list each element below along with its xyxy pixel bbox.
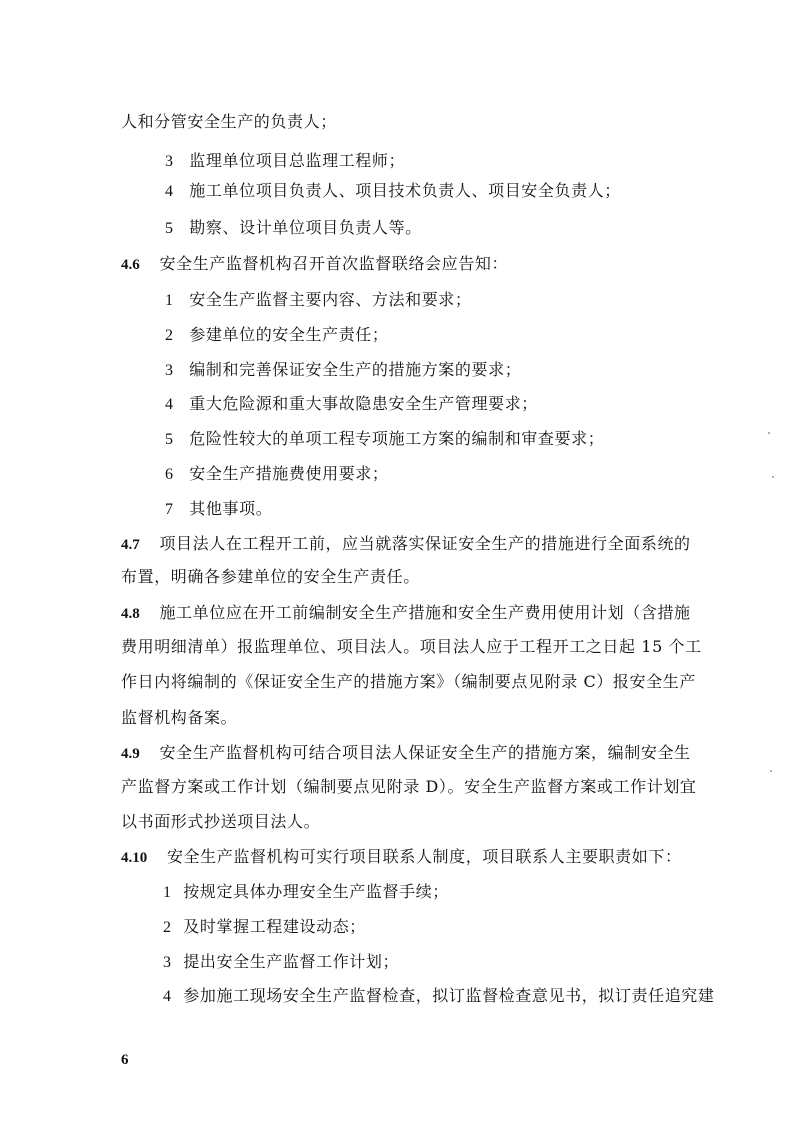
list-item-number: 7 xyxy=(165,501,174,518)
list-item-text: 及时掌握工程建设动态； xyxy=(183,917,366,936)
list-item xyxy=(165,464,389,485)
section-4-10 xyxy=(121,847,682,868)
section-number: 4.6 xyxy=(121,257,140,273)
list-item xyxy=(165,151,405,172)
list-item-number: 1 xyxy=(165,292,174,309)
list-item-number: 1 xyxy=(163,884,172,901)
section-text: 安全生产监督机构召开首次监督联络会应告知： xyxy=(159,254,509,273)
scan-speck xyxy=(772,476,774,478)
section-4-9 xyxy=(121,743,691,764)
list-item-text: 勘察、设计单位项目负责人等。 xyxy=(189,218,422,237)
list-item-number: 4 xyxy=(163,988,172,1005)
list-item-text: 按规定具体办理安全生产监督手续； xyxy=(183,882,449,901)
section-4-7 xyxy=(121,534,691,555)
list-item-number: 6 xyxy=(165,466,174,483)
text-line: 产监督方案或工作计划（编制要点见附录 D）。安全生产监督方案或工作计划宜 xyxy=(121,777,697,796)
list-item xyxy=(165,181,621,202)
scan-speck xyxy=(768,432,770,434)
list-item-text: 监理单位项目总监理工程师； xyxy=(189,151,406,170)
section-text: 安全生产监督机构可实行项目联系人制度，项目联系人主要职责如下： xyxy=(166,847,682,866)
list-item xyxy=(163,882,449,903)
section-number: 4.7 xyxy=(121,537,140,553)
section-text: 安全生产监督机构可结合项目法人保证安全生产的措施方案，编制安全生 xyxy=(159,743,691,762)
list-item-number: 3 xyxy=(165,362,174,379)
list-item-number: 5 xyxy=(165,431,174,448)
text-line: 费用明细清单）报监理单位、项目法人。项目法人应于工程开工之日起 15 个工 xyxy=(121,637,702,656)
list-item xyxy=(165,429,604,450)
list-item-number: 4 xyxy=(165,183,174,200)
list-item-text: 安全生产监督主要内容、方法和要求； xyxy=(189,290,472,309)
list-item-number: 2 xyxy=(165,327,174,344)
list-item xyxy=(165,325,389,346)
text-line: 布置，明确各参建单位的安全生产责任。 xyxy=(121,567,420,586)
section-number: 4.9 xyxy=(121,746,140,762)
page-number: 6 xyxy=(121,1052,129,1068)
list-item-number: 3 xyxy=(165,153,174,170)
list-item-text: 重大危险源和重大事故隐患安全生产管理要求； xyxy=(189,394,538,413)
list-item xyxy=(165,290,472,311)
list-item xyxy=(163,986,715,1007)
section-4-8 xyxy=(121,603,691,624)
text-line: 监督机构备案。 xyxy=(121,708,238,727)
list-item-text: 参加施工现场安全生产监督检查，拟订监督检查意见书，拟订责任追究建 xyxy=(183,986,715,1005)
list-item-number: 4 xyxy=(165,396,174,413)
list-item xyxy=(165,394,538,415)
list-item-text: 其他事项。 xyxy=(189,499,273,518)
list-item xyxy=(165,499,272,520)
list-item-number: 3 xyxy=(163,954,172,971)
list-item-text: 编制和完善保证安全生产的措施方案的要求； xyxy=(189,360,522,379)
list-item-text: 参建单位的安全生产责任； xyxy=(189,325,389,344)
section-number: 4.8 xyxy=(121,606,140,622)
text-line: 以书面形式抄送项目法人。 xyxy=(121,812,321,831)
section-text: 项目法人在工程开工前，应当就落实保证安全生产的措施进行全面系统的 xyxy=(159,534,691,553)
section-number: 4.10 xyxy=(121,850,148,866)
list-item-number: 2 xyxy=(163,919,172,936)
section-4-6 xyxy=(121,254,508,275)
section-text: 施工单位应在开工前编制安全生产措施和安全生产费用使用计划（含措施 xyxy=(159,603,691,622)
list-item-text: 安全生产措施费使用要求； xyxy=(189,464,389,483)
text-line: 人和分管安全生产的负责人； xyxy=(121,112,337,131)
list-item xyxy=(165,218,422,239)
list-item xyxy=(165,360,521,381)
list-item xyxy=(163,917,366,938)
list-item xyxy=(163,952,399,973)
list-item-text: 危险性较大的单项工程专项施工方案的编制和审查要求； xyxy=(189,429,605,448)
text-line: 作日内将编制的《保证安全生产的措施方案》（编制要点见附录 C）报安全生产 xyxy=(121,672,696,691)
scan-speck xyxy=(770,770,772,772)
list-item-text: 提出安全生产监督工作计划； xyxy=(183,952,400,971)
list-item-text: 施工单位项目负责人、项目技术负责人、项目安全负责人； xyxy=(189,181,621,200)
list-item-number: 5 xyxy=(165,220,174,237)
